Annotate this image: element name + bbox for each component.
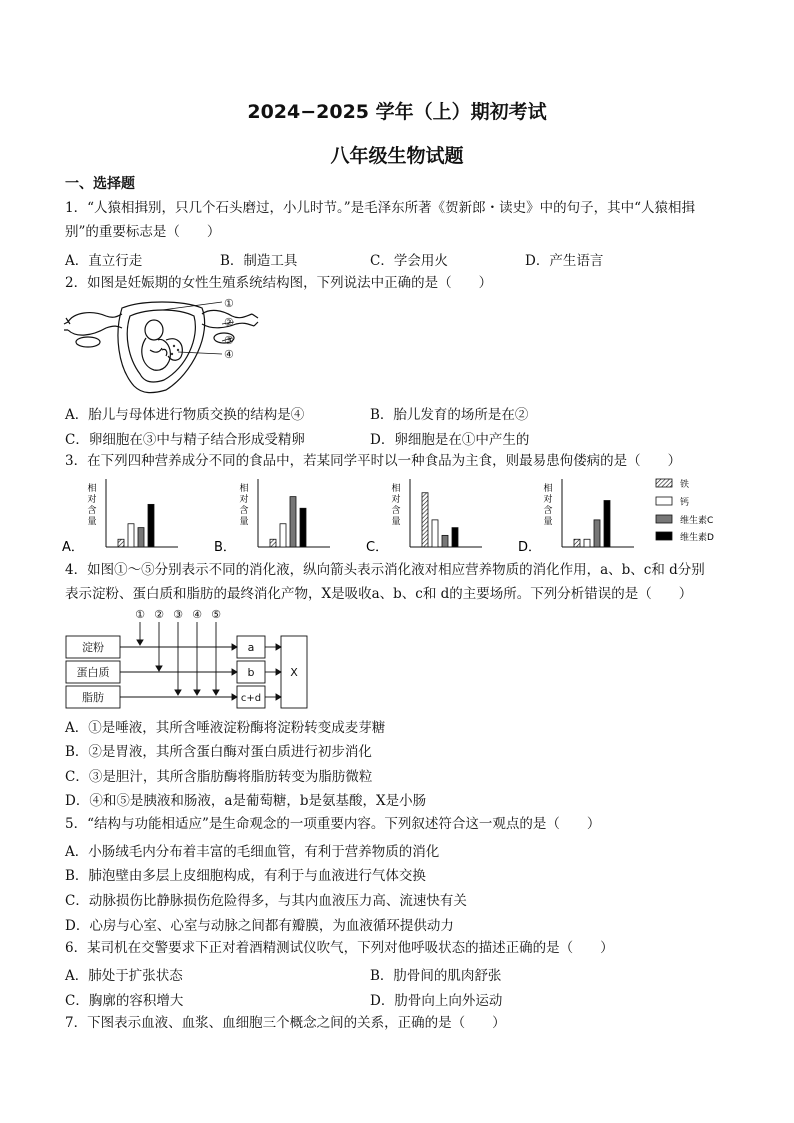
bar-D-vitamin-c: [594, 520, 600, 547]
chart-A-ylabel-char: 含: [87, 506, 97, 516]
chart-C-letter: C．: [366, 540, 389, 555]
q2-option-d: D．卵细胞是在①中产生的: [370, 432, 530, 448]
q7-stem: 7．下图表示血液、血浆、血细胞三个概念之间的关系，正确的是（ ）: [65, 1015, 506, 1031]
legend-label-calcium: 钙: [680, 498, 690, 508]
juice-2: ②: [154, 608, 164, 621]
q6-option-d: D．肋骨向上向外运动: [370, 993, 503, 1009]
q6-option-c: C．胸廓的容积增大: [65, 993, 184, 1009]
bar-A-vitamin-d: [148, 504, 154, 547]
bar-C-iron: [422, 493, 428, 547]
bar-A-iron: [118, 539, 124, 547]
juice-3: ③: [173, 608, 183, 621]
chart-A-ylabel-char: 相: [87, 484, 97, 494]
q3-stem: 3．在下列四种营养成分不同的食品中，若某同学平时以一种食品为主食，则最易患佝偻病的是（ ）: [65, 453, 682, 469]
bar-D-vitamin-d: [604, 501, 610, 548]
q2-stem: 2．如图是妊娠期的女性生殖系统结构图，下列说法中正确的是（ ）: [65, 275, 493, 291]
legend-label-vitamin-c: 维生素C: [680, 516, 714, 526]
q1-option-d: D．产生语言: [525, 253, 604, 269]
bar-B-vitamin-c: [290, 497, 296, 547]
bar-D-calcium: [584, 539, 590, 547]
q4-stem-line2: 表示淀粉、蛋白质和脂肪的最终消化产物，X是吸收a、b、c和 d的主要场所。下列分析错误的是（ ）: [65, 586, 693, 602]
q1-option-b: B．制造工具: [220, 253, 298, 269]
chart-A-ylabel-char: 对: [87, 495, 97, 505]
q5-stem: 5．“结构与功能相适应”是生命观念的一项重要内容。下列叙述符合这一观点的是（ ）: [65, 816, 601, 832]
q1-stem-line1: 1．“人猿相揖别，只几个石头磨过，小儿时节。”是毛泽东所著《贺新郎・读史》中的句子，其中“人猿相揖: [65, 200, 696, 216]
q6-stem: 6．某司机在交警要求下正对着酒精测试仪吹气，下列对他呼吸状态的描述正确的是（ ）: [65, 940, 614, 956]
q2-option-a: A．胎儿与母体进行物质交换的结构是④: [65, 407, 305, 423]
product-b: b: [247, 666, 255, 679]
q3-bar-charts: [60, 473, 740, 558]
chart-A-ylabel-char: 量: [87, 517, 97, 527]
juice-4: ④: [192, 608, 202, 621]
q6-option-b: B．肋骨间的肌肉舒张: [370, 968, 502, 984]
bar-B-vitamin-d: [300, 508, 306, 547]
q4-option-a: A．①是唾液，其所含唾液淀粉酶将淀粉转变成麦芽糖: [65, 720, 386, 736]
legend-label-vitamin-d: 维生素D: [680, 533, 714, 543]
legend-label-iron: 铁: [680, 480, 690, 490]
bar-C-vitamin-c: [442, 535, 448, 547]
chart-B-ylabel-char: 含: [239, 506, 249, 516]
bar-A-vitamin-c: [138, 528, 144, 547]
chart-C-ylabel-char: 量: [391, 517, 401, 527]
q4-stem-line1: 4．如图①～⑤分别表示不同的消化液，纵向箭头表示消化液对相应营养物质的消化作用，a、b、c和 d分别: [65, 562, 705, 578]
q5-option-b: B．肺泡壁由多层上皮细胞构成，有利于与血液进行气体交换: [65, 868, 426, 884]
q5-option-c: C．动脉损伤比静脉损伤危险得多，与其内血液压力高、流速快有关: [65, 893, 467, 909]
legend-swatch-vitamin-c: [656, 515, 672, 523]
chart-B-ylabel-char: 对: [239, 495, 249, 505]
chart-D-ylabel-char: 量: [543, 517, 553, 527]
chart-C-ylabel-char: 对: [391, 495, 401, 505]
bar-A-calcium: [128, 524, 134, 547]
chart-D-ylabel-char: 含: [543, 506, 553, 516]
q1-option-a: A．直立行走: [65, 253, 143, 269]
chart-A-letter: A．: [62, 540, 84, 555]
q5-option-d: D．心房与心室、心室与动脉之间都有瓣膜，为血液循环提供动力: [65, 918, 454, 934]
product-cd: c+d: [240, 693, 262, 704]
q4-option-b: B．②是胃液，其所含蛋白酶对蛋白质进行初步消化: [65, 744, 372, 760]
chart-C-ylabel-char: 含: [391, 506, 401, 516]
digestion-diagram: [64, 604, 314, 710]
chart-B-ylabel-char: 量: [239, 517, 249, 527]
legend-swatch-calcium: [656, 497, 672, 505]
bar-B-calcium: [280, 524, 286, 547]
fig-label-1: ①: [224, 297, 234, 310]
product-a: a: [247, 641, 255, 654]
q1-option-c: C．学会用火: [370, 253, 448, 269]
q5-option-a: A．小肠绒毛内分布着丰富的毛细血管，有利于营养物质的消化: [65, 844, 440, 860]
fig-label-4: ④: [224, 348, 234, 361]
q1-stem-line2: 别”的重要标志是（ ）: [65, 224, 221, 240]
exam-title: 2024−2025 学年（上）期初考试: [247, 101, 547, 123]
absorption-site-x: X: [290, 666, 298, 679]
bar-C-vitamin-d: [452, 528, 458, 547]
legend-swatch-iron: [656, 479, 672, 487]
q6-option-a: A．肺处于扩张状态: [65, 968, 183, 984]
legend-swatch-vitamin-d: [656, 532, 672, 540]
chart-B-ylabel-char: 相: [239, 484, 249, 494]
chart-D-ylabel-char: 相: [543, 484, 553, 494]
nutrient-fat: 脂肪: [82, 691, 104, 704]
q4-option-c: C．③是胆汁，其所含脂肪酶将脂肪转变为脂肪微粒: [65, 769, 373, 785]
nutrient-starch: 淀粉: [82, 641, 104, 654]
exam-subtitle: 八年级生物试题: [330, 145, 464, 167]
fig-label-3: ③: [224, 334, 234, 347]
section-heading: 一、选择题: [65, 176, 135, 192]
q4-option-d: D．④和⑤是胰液和肠液，a是葡萄糖，b是氨基酸，X是小肠: [65, 793, 427, 809]
q2-option-c: C．卵细胞在③中与精子结合形成受精卵: [65, 432, 305, 448]
q2-option-b: B．胎儿发育的场所是在②: [370, 407, 529, 423]
nutrient-protein: 蛋白质: [76, 666, 110, 679]
fig-label-2: ②: [224, 316, 234, 329]
juice-5: ⑤: [211, 608, 221, 621]
juice-1: ①: [135, 608, 145, 621]
bar-B-iron: [270, 539, 276, 547]
chart-B-letter: B．: [214, 540, 236, 555]
chart-D-ylabel-char: 对: [543, 495, 553, 505]
bar-C-calcium: [432, 520, 438, 547]
bar-D-iron: [574, 539, 580, 547]
chart-C-ylabel-char: 相: [391, 484, 401, 494]
chart-D-letter: D．: [518, 540, 542, 555]
